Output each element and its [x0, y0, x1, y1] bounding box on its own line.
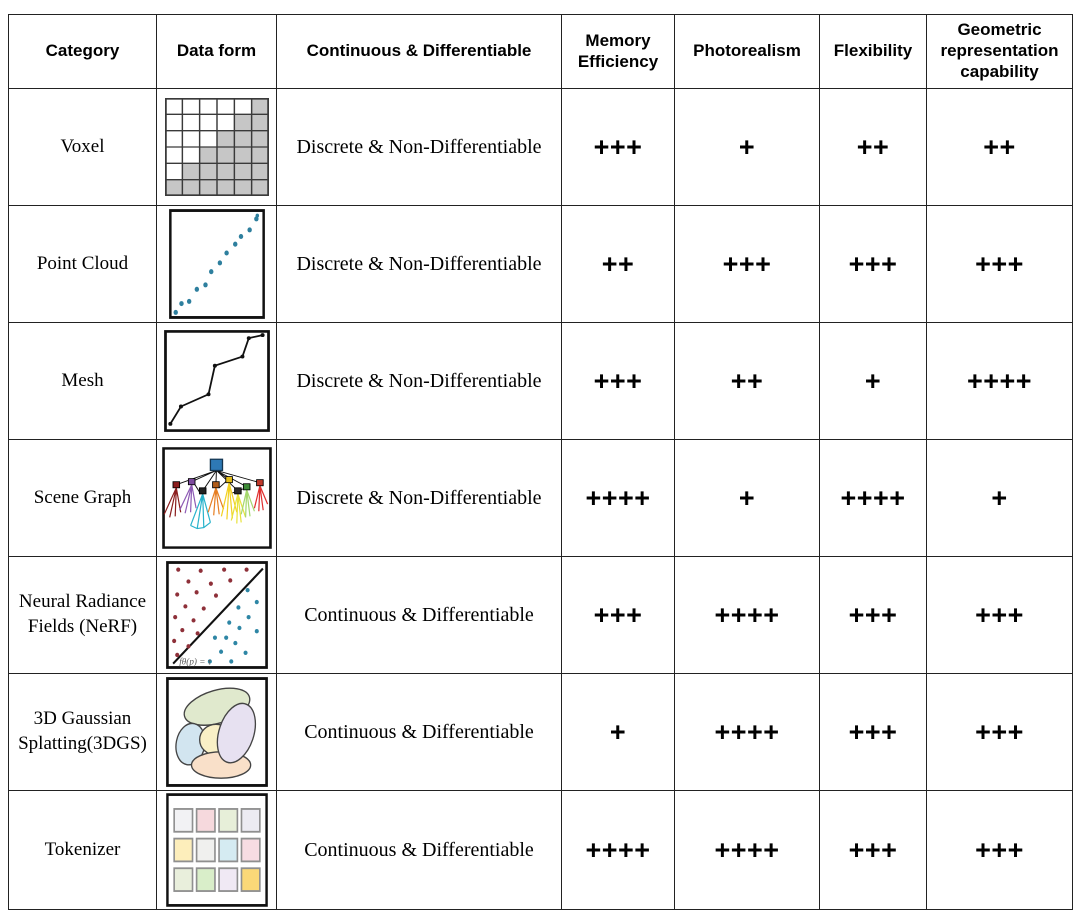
cell-memory-efficiency: ++++	[562, 791, 675, 910]
token-cell	[174, 868, 192, 891]
cell-data-form	[157, 557, 277, 674]
cell-photorealism: ++++	[675, 557, 820, 674]
table-row-nerf	[9, 557, 1073, 674]
token-cell	[174, 809, 192, 832]
token-cell	[174, 839, 192, 862]
header-flexibility: Flexibility	[820, 15, 927, 89]
cell-data-form	[157, 89, 277, 206]
cell-differentiability: Discrete & Non-Differentiable	[277, 440, 562, 557]
header-data-form: Data form	[157, 15, 277, 89]
cell-geometric: ++++	[927, 323, 1073, 440]
representation-comparison-table	[8, 14, 1073, 910]
cell-data-form	[157, 323, 277, 440]
cell-flexibility: +++	[820, 791, 927, 910]
cell-memory-efficiency: +++	[562, 323, 675, 440]
cell-category: Neural Radiance Fields (NeRF)	[9, 557, 157, 674]
cell-memory-efficiency: ++++	[562, 440, 675, 557]
token-cell	[241, 839, 259, 862]
mesh-icon	[164, 330, 270, 432]
cell-differentiability: Continuous & Differentiable	[277, 791, 562, 910]
table-row-mesh	[9, 323, 1073, 440]
cell-photorealism: ++++	[675, 674, 820, 791]
cell-category: 3D Gaussian Splatting(3DGS)	[9, 674, 157, 791]
cell-data-form	[157, 791, 277, 910]
cell-differentiability: Discrete & Non-Differentiable	[277, 323, 562, 440]
header-geometric-capability: Geometric representation capability	[927, 15, 1073, 89]
table-row-point-cloud	[9, 206, 1073, 323]
cell-differentiability: Continuous & Differentiable	[277, 557, 562, 674]
cell-flexibility: ++++	[820, 440, 927, 557]
cell-category: Scene Graph	[9, 440, 157, 557]
cell-photorealism: +	[675, 89, 820, 206]
cell-category: Tokenizer	[9, 791, 157, 910]
gaussian-splatting-icon	[166, 677, 268, 787]
token-cell	[219, 839, 237, 862]
cell-flexibility: ++	[820, 89, 927, 206]
header-row	[9, 15, 1073, 89]
cell-flexibility: +++	[820, 674, 927, 791]
cell-differentiability: Continuous & Differentiable	[277, 674, 562, 791]
cell-differentiability: Discrete & Non-Differentiable	[277, 89, 562, 206]
cell-geometric: +++	[927, 557, 1073, 674]
cell-geometric: +++	[927, 791, 1073, 910]
cell-photorealism: ++	[675, 323, 820, 440]
header-memory-efficiency: Memory Efficiency	[562, 15, 675, 89]
cell-data-form	[157, 440, 277, 557]
cell-memory-efficiency: +	[562, 674, 675, 791]
token-cell	[241, 809, 259, 832]
cell-memory-efficiency: +++	[562, 557, 675, 674]
cell-flexibility: +++	[820, 557, 927, 674]
cell-geometric: +	[927, 440, 1073, 557]
table-row-3dgs	[9, 674, 1073, 791]
table-row-voxel	[9, 89, 1073, 206]
cell-photorealism: +	[675, 440, 820, 557]
tokenizer-icon	[166, 793, 268, 907]
token-cell	[196, 839, 214, 862]
token-cell	[241, 868, 259, 891]
cell-geometric: +++	[927, 674, 1073, 791]
cell-geometric: ++	[927, 89, 1073, 206]
scene-graph-icon	[162, 447, 272, 549]
cell-differentiability: Discrete & Non-Differentiable	[277, 206, 562, 323]
token-cell	[219, 868, 237, 891]
token-cell	[196, 868, 214, 891]
cell-data-form	[157, 206, 277, 323]
header-differentiability: Continuous & Differentiable	[277, 15, 562, 89]
cell-flexibility: +++	[820, 206, 927, 323]
header-category: Category	[9, 15, 157, 89]
voxel-grid-icon	[165, 98, 269, 196]
nerf-icon	[166, 561, 268, 669]
table-row-tokenizer	[9, 791, 1073, 910]
cell-category: Voxel	[9, 89, 157, 206]
point-cloud-icon	[169, 209, 265, 319]
cell-memory-efficiency: +++	[562, 89, 675, 206]
cell-data-form	[157, 674, 277, 791]
cell-memory-efficiency: ++	[562, 206, 675, 323]
token-cell	[196, 809, 214, 832]
cell-photorealism: ++++	[675, 791, 820, 910]
cell-category: Point Cloud	[9, 206, 157, 323]
cell-geometric: +++	[927, 206, 1073, 323]
cell-category: Mesh	[9, 323, 157, 440]
cell-photorealism: +++	[675, 206, 820, 323]
nerf-formula-label: fθ(p) = τ	[178, 657, 211, 668]
token-cell	[219, 809, 237, 832]
cell-flexibility: +	[820, 323, 927, 440]
header-photorealism: Photorealism	[675, 15, 820, 89]
table-row-scene-graph	[9, 440, 1073, 557]
